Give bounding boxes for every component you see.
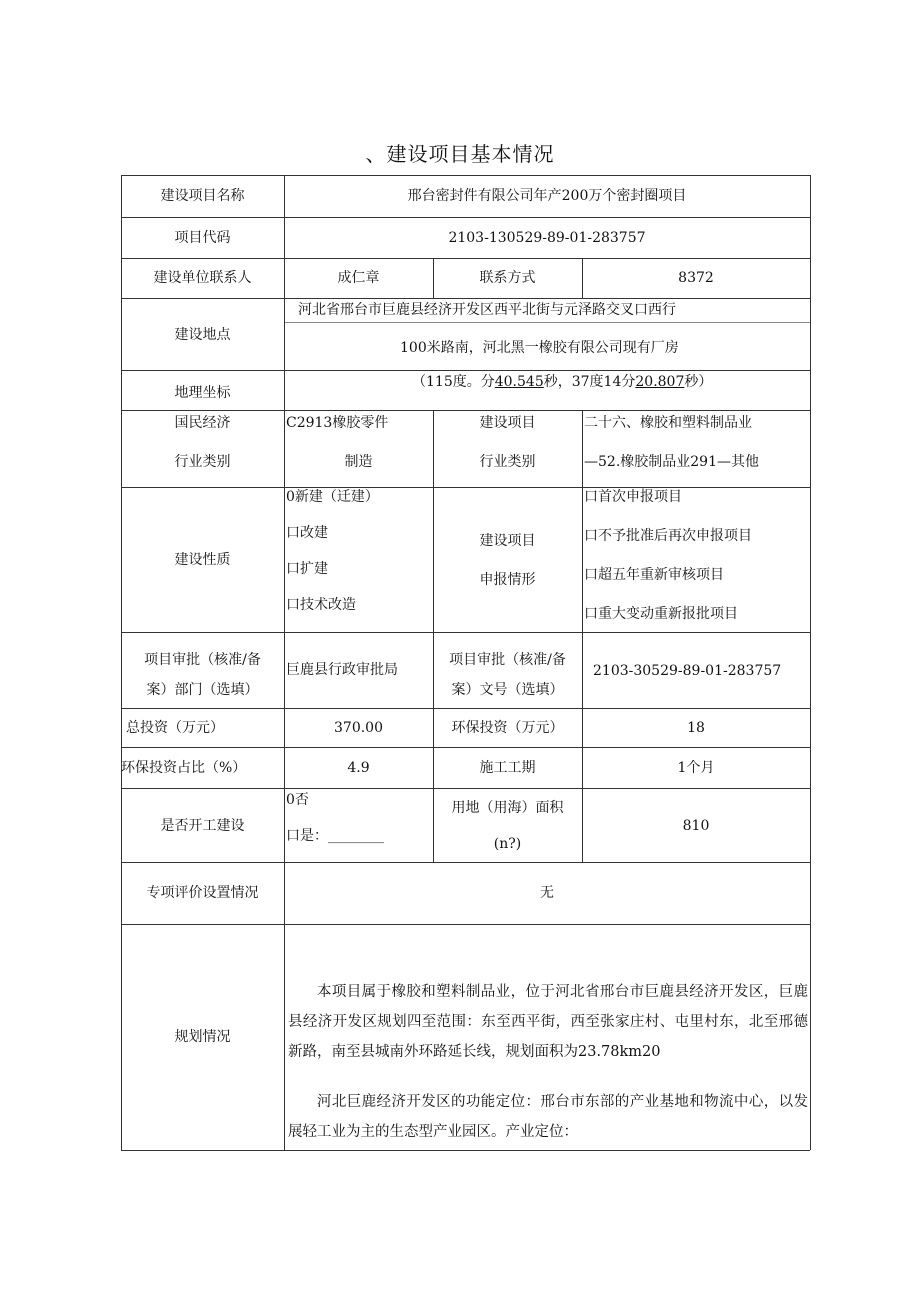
report-option-resubmit: 口不予批准后再次申报项目 [584, 528, 752, 544]
planning-paragraph-2: 河北巨鹿经济开发区的功能定位：邢台市东部的产业基地和物流中心，以发展轻工业为主的生态型产业园区。产业定位： [288, 1094, 808, 1140]
project-industry-value-line2: —52.橡胶制品业291—其他 [584, 454, 759, 470]
contact-person-value: 成仁章 [337, 270, 380, 286]
started-option-no: 0否 [286, 792, 309, 808]
started-label: 是否开工建设 [160, 818, 245, 834]
project-name-label: 建设项目名称 [160, 188, 245, 204]
approval-doc-label-line2: 案）文号（选填） [451, 682, 564, 698]
approval-dept-label-line2: 案）部门（选填） [146, 682, 259, 698]
geo-value [412, 372, 712, 392]
env-ratio-value: 4.9 [347, 760, 370, 776]
nature-option-new: 0新建（迁建） [286, 489, 379, 505]
geo-mid: 秒，37度14分 [543, 374, 636, 390]
project-name-value: 邢台密封件有限公司年产200万个密封圈项目 [407, 188, 687, 204]
nature-option-expand: 口扩建 [286, 561, 328, 577]
industry-label-line2: 行业类别 [174, 454, 231, 470]
planning-paragraph-1: 本项目属于橡胶和塑料制品业，位于河北省邢台市巨鹿县经济开发区，巨鹿县经济开发区规划四至范围：东至西平街，西至张家庄村、屯里村东，北至邢德新路，南至县城南外环路延长线，规划面积为23.78km20 [288, 984, 808, 1060]
contact-person-label: 建设单位联系人 [153, 270, 252, 286]
contact-method-value: 8372 [678, 270, 714, 286]
investment-label: 总投资（万元） [126, 720, 224, 736]
env-investment-label: 环保投资（万元） [451, 720, 564, 736]
investment-value: 370.00 [334, 720, 383, 736]
geo-lon-seconds: 40.545 [494, 374, 544, 390]
location-line2: 100米路南，河北黑一橡胶有限公司现有厂房 [400, 340, 679, 356]
started-option-yes: 口是：________ [286, 828, 384, 844]
approval-dept-label-line1: 项目审批（核准/备 [144, 652, 261, 668]
env-ratio-label: 环保投资占比（%） [121, 760, 247, 776]
project-industry-label-line1: 建设项目 [479, 415, 536, 431]
industry-code-line1: C2913橡胶零件 [286, 415, 389, 431]
planning-label: 规划情况 [174, 1029, 231, 1045]
approval-dept-value: 巨鹿县行政审批局 [286, 662, 398, 678]
approval-doc-value: 2103-30529-89-01-283757 [593, 663, 782, 679]
nature-option-tech: 口技术改造 [286, 597, 356, 613]
report-option-major-change: 口重大变动重新报批项目 [584, 606, 738, 622]
project-industry-label-line2: 行业类别 [479, 454, 536, 470]
nature-option-rebuild: 口改建 [286, 525, 328, 541]
land-area-label-line2: (n?) [493, 836, 522, 852]
industry-code-line2: 制造 [344, 454, 373, 470]
industry-label-line1: 国民经济 [174, 415, 231, 431]
report-option-first: 口首次申报项目 [584, 489, 682, 505]
location-label: 建设地点 [174, 327, 231, 343]
geo-prefix: （115度。分 [412, 374, 495, 390]
approval-doc-label-line1: 项目审批（核准/备 [449, 652, 566, 668]
env-investment-value: 18 [687, 720, 705, 736]
special-eval-value: 无 [540, 885, 554, 901]
geo-lat-seconds: 20.807 [635, 374, 685, 390]
report-label-line2: 申报情形 [479, 572, 536, 588]
geo-label: 地理坐标 [174, 385, 231, 401]
location-line1: 河北省邢台市巨鹿县经济开发区西平北街与元泽路交叉口西行 [298, 302, 676, 318]
special-eval-label: 专项评价设置情况 [146, 885, 259, 901]
geo-suffix: 秒） [684, 374, 713, 390]
page-title: 、建设项目基本情况 [365, 142, 555, 166]
land-area-value: 810 [682, 818, 710, 834]
report-option-five-year: 口超五年重新审核项目 [584, 567, 724, 583]
project-code-value: 2103-130529-89-01-283757 [448, 230, 646, 246]
land-area-label-line1: 用地（用海）面积 [451, 800, 564, 816]
contact-method-label: 联系方式 [479, 270, 536, 286]
project-industry-value-line1: 二十六、橡胶和塑料制品业 [584, 415, 752, 431]
project-code-label: 项目代码 [174, 230, 231, 246]
construction-period-label: 施工工期 [479, 760, 536, 776]
construction-period-value: 1个月 [677, 760, 715, 776]
nature-label: 建设性质 [174, 552, 231, 568]
report-label-line1: 建设项目 [479, 533, 536, 549]
